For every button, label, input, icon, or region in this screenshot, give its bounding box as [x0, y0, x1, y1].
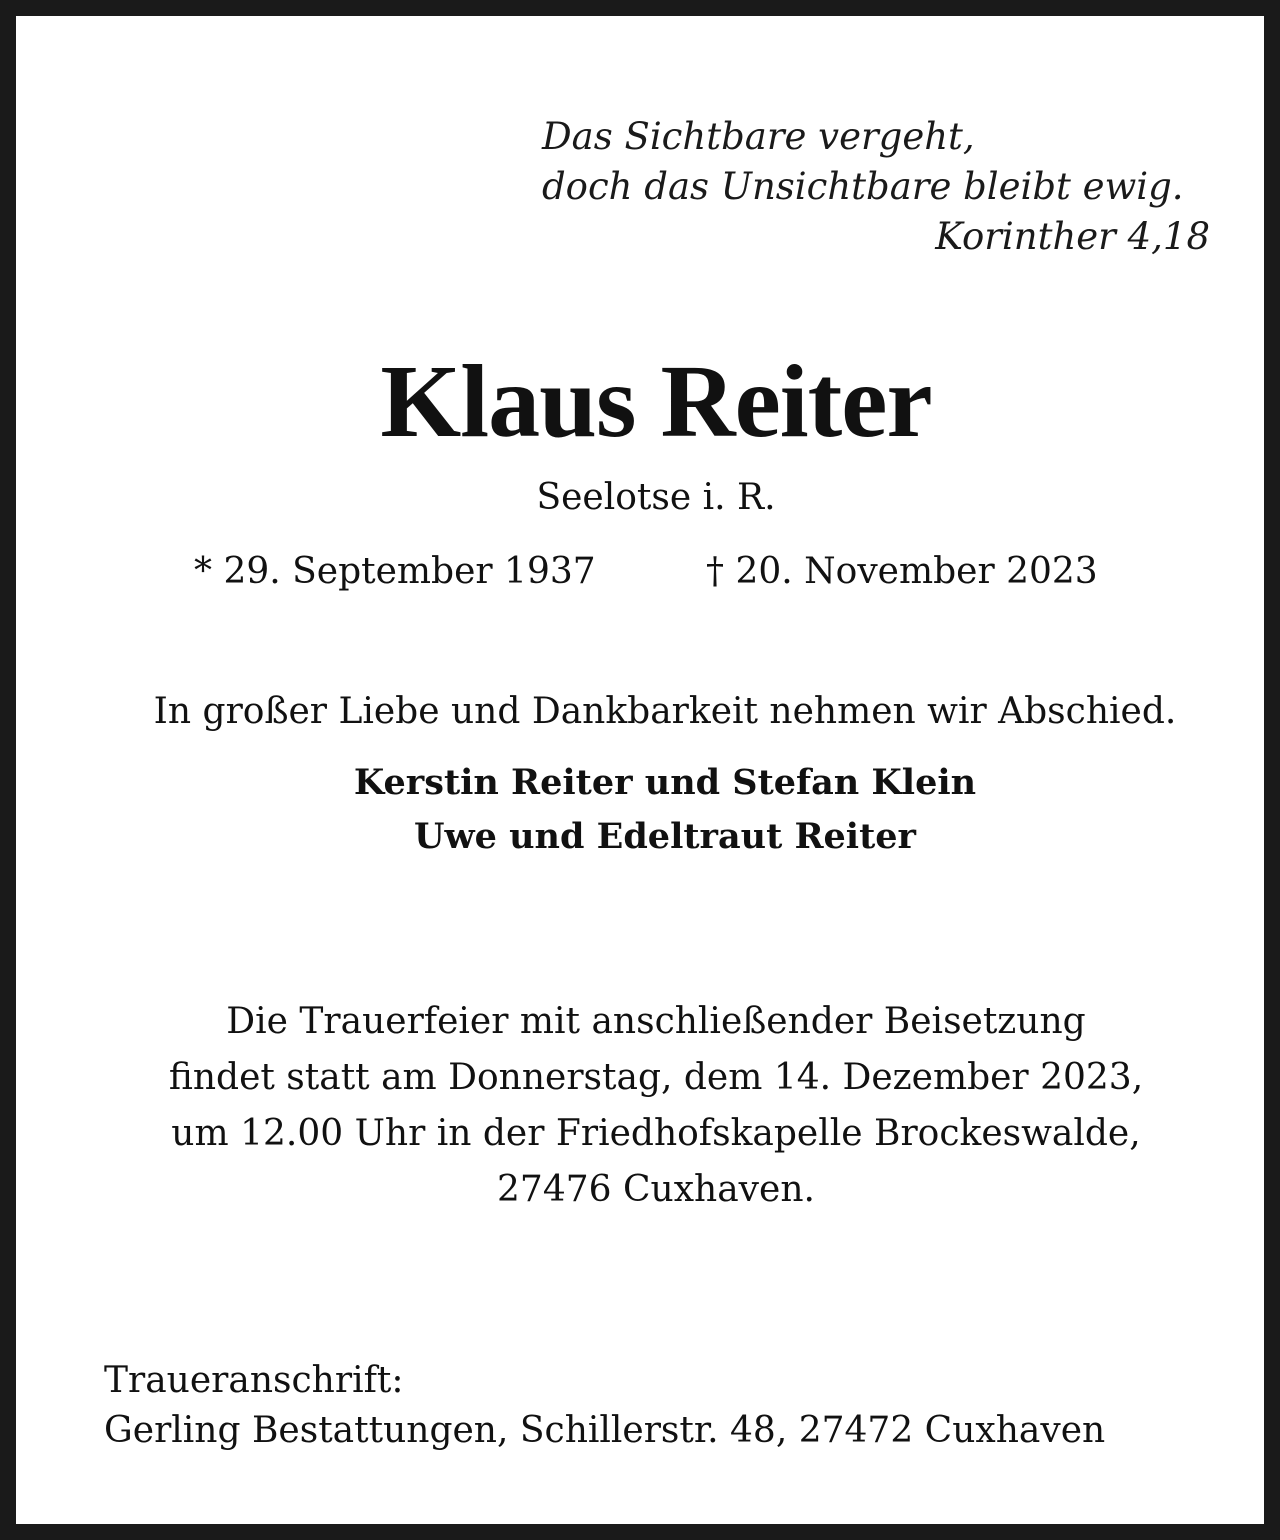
- family-line-2: Uwe und Edeltraut Reiter: [414, 816, 916, 857]
- family-line-1: Kerstin Reiter und Stefan Klein: [353, 762, 977, 803]
- ceremony-line-4: 27476 Cuxhaven.: [497, 1169, 815, 1210]
- quote-line-1: Das Sichtbare vergeht,: [542, 115, 975, 158]
- quote-reference: Korinther 4,18: [935, 215, 1210, 258]
- deceased-name: Klaus Reiter: [380, 344, 932, 459]
- ceremony-line-1: Die Trauerfeier mit anschließender Beisetzung: [226, 1001, 1086, 1042]
- bible-quote: [542, 112, 1212, 262]
- address-value: Gerling Bestattungen, Schillerstr. 48, 27472 Cuxhaven: [104, 1410, 1106, 1451]
- ceremony-details: [16, 994, 1280, 1218]
- address-label: Traueranschrift:: [104, 1360, 404, 1401]
- ceremony-line-2: findet statt am Donnerstag, dem 14. Dezember 2023,: [168, 1057, 1144, 1098]
- deceased-occupation: Seelotse i. R.: [536, 477, 776, 518]
- family-signatories: [16, 756, 1280, 864]
- quote-line-2: doch das Unsichtbare bleibt ewig.: [542, 165, 1184, 208]
- birth-date: * 29. September 1937: [194, 551, 596, 592]
- death-date: † 20. November 2023: [706, 551, 1098, 592]
- farewell-text: In großer Liebe und Dankbarkeit nehmen wir Abschied.: [153, 691, 1177, 732]
- mourning-address: [104, 1356, 1105, 1456]
- ceremony-line-3: um 12.00 Uhr in der Friedhofskapelle Brockeswalde,: [171, 1113, 1141, 1154]
